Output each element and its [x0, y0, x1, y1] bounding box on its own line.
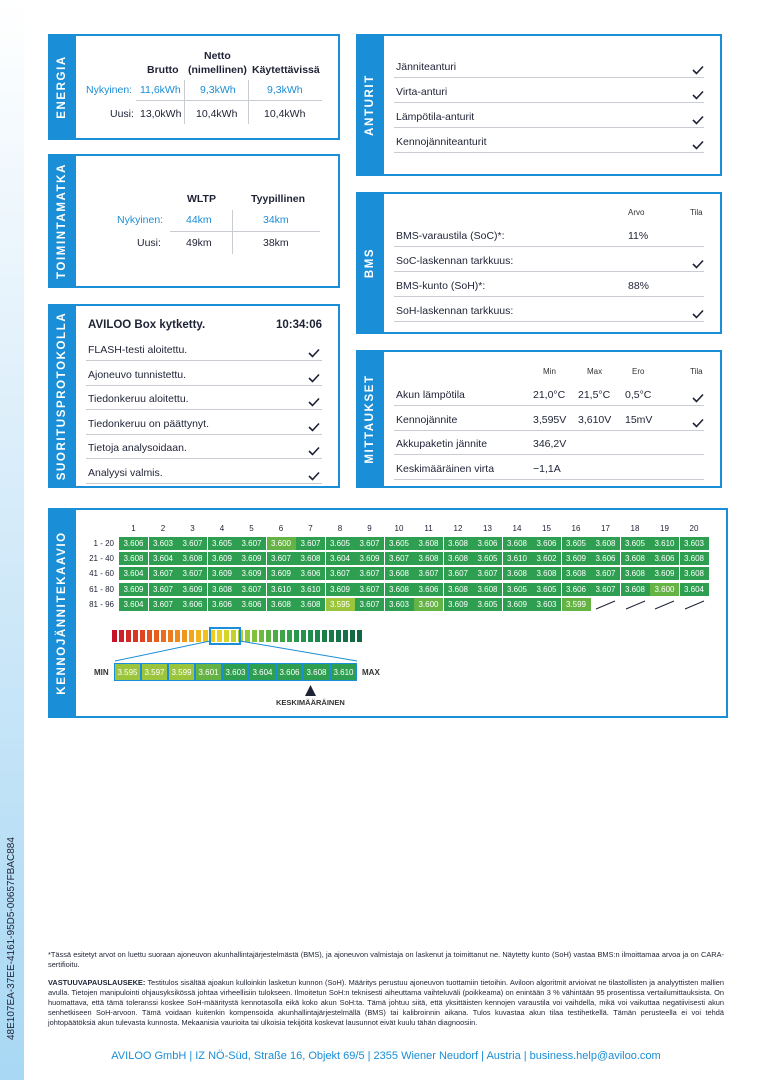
range-side-label: TOIMINTAMATKA [48, 156, 76, 286]
bms-row-value: 11% [628, 230, 649, 242]
cell-voltage: 3.595 [326, 598, 355, 611]
cell-voltage: 3.606 [178, 598, 207, 611]
protocol-time: 10:34:06 [276, 319, 323, 331]
cell-voltage: 3.600 [650, 583, 679, 596]
cell-voltage: 3.606 [414, 583, 443, 596]
cell-voltage: 3.608 [680, 567, 709, 580]
bms-col-value: Arvo [628, 208, 645, 217]
column-number: 8 [337, 524, 343, 533]
cell-voltage: 3.606 [208, 598, 237, 611]
check-icon [308, 443, 320, 453]
check-icon [692, 137, 704, 147]
scale-segment [315, 630, 320, 642]
row-range-label: 61 - 80 [89, 584, 114, 594]
measurements-col-diff: Ero [632, 367, 645, 376]
sensor-divider [394, 77, 704, 78]
scale-value: 3.599 [168, 663, 195, 681]
cell-voltage: 3.608 [621, 567, 650, 580]
cell-voltage: 3.603 [385, 598, 414, 611]
measurements-col-min: Min [543, 367, 556, 376]
check-icon [692, 306, 704, 316]
cell-voltage: 3.603 [149, 537, 178, 550]
column-number: 13 [483, 524, 492, 533]
cell-voltage: 3.606 [591, 552, 620, 565]
cell-voltage: 3.605 [385, 537, 414, 550]
cell-voltage: 3.608 [444, 583, 473, 596]
column-number: 10 [394, 524, 404, 533]
measurement-row-label: Keskimääräinen virta [396, 462, 495, 475]
cell-voltage: 3.608 [444, 552, 473, 565]
scale-segment [294, 630, 299, 642]
sensor-item-label: Jänniteanturi [396, 61, 457, 73]
cell-voltage: 3.609 [267, 567, 296, 580]
check-icon [692, 415, 704, 425]
cell-voltage: 3.600 [267, 537, 296, 550]
column-number: 7 [308, 524, 313, 533]
energy-current-netto: 9,3kWh [200, 84, 236, 96]
cell-voltage: 3.605 [473, 552, 502, 565]
scale-segment [357, 630, 362, 642]
sensor-divider [394, 127, 704, 128]
check-icon [692, 390, 704, 400]
cell-voltage: 3.608 [562, 567, 591, 580]
cell-voltage: 3.599 [562, 598, 591, 611]
cell-voltage: 3.608 [208, 583, 237, 596]
scale-segment [168, 630, 173, 642]
cell-voltage: 3.609 [208, 552, 237, 565]
scale-segment [140, 630, 145, 642]
protocol-divider [86, 458, 322, 459]
check-icon [692, 112, 704, 122]
check-icon [308, 419, 320, 429]
scale-segment [196, 630, 201, 642]
measurement-diff: 15mV [625, 413, 653, 426]
scale-segment [203, 630, 208, 642]
cell-voltage: 3.607 [178, 567, 207, 580]
disclaimer-title: VASTUUVAPAUSLAUSEKE: [48, 978, 146, 987]
cell-voltage: 3.608 [414, 537, 443, 550]
cell-voltage: 3.600 [414, 598, 443, 611]
column-number: 2 [160, 524, 166, 533]
measurement-divider [394, 479, 704, 480]
column-number: 19 [660, 524, 669, 533]
cell-voltage: 3.607 [326, 567, 355, 580]
check-icon [692, 256, 704, 266]
cell-voltage: 3.607 [414, 567, 443, 580]
scale-segment [308, 630, 313, 642]
scale-segment [154, 630, 159, 642]
scale-segment [147, 630, 152, 642]
scale-value: 3.610 [330, 663, 357, 681]
scale-segment [259, 630, 264, 642]
energy-new-usable: 10,4kWh [264, 108, 306, 120]
cell-voltage: 3.607 [473, 567, 502, 580]
cell-voltage: 3.607 [149, 598, 178, 611]
cell-voltage: 3.606 [532, 537, 561, 550]
cell-voltage: 3.608 [680, 552, 709, 565]
protocol-divider [86, 409, 322, 410]
measurement-row-label: Kennojännite [396, 413, 458, 426]
range-current-wltp: 44km [186, 214, 212, 226]
column-number: 14 [512, 524, 522, 533]
footnote-text: *Tässä esitetyt arvot on luettu suoraan ajoneuvon akunhallintajärjestelmästä (BMS), ja ajoneuvon valmistaja on laskenut ja toimittanut ne. Näytetty kunto (SoH) vastaa BMS:n ilmoittamaa arvoa ja on CARA-sertifioitu. [48, 950, 724, 969]
protocol-divider [86, 360, 322, 361]
scale-segment [336, 630, 341, 642]
measurement-min: 3,595V [533, 413, 567, 426]
cell-voltage: 3.609 [237, 552, 266, 565]
scale-segment [329, 630, 334, 642]
column-number: 11 [424, 524, 433, 533]
bms-row-label: BMS-varaustila (SoC)*: [396, 230, 505, 242]
bms-divider [394, 296, 704, 297]
cell-voltage: 3.607 [149, 583, 178, 596]
cell-voltage: 3.607 [591, 583, 620, 596]
cell-voltage: 3.604 [149, 552, 178, 565]
measurement-diff: 0,5°C [625, 389, 652, 401]
check-icon [308, 394, 320, 404]
range-new-label: Uusi: [137, 237, 161, 249]
scale-value: 3.603 [222, 663, 249, 681]
cell-voltage: 3.608 [296, 598, 325, 611]
cell-voltage: 3.604 [119, 598, 148, 611]
range-new-typical: 38km [263, 237, 289, 249]
cell-voltage: 3.607 [296, 537, 325, 550]
sensor-divider [394, 102, 704, 103]
scale-value: 3.597 [141, 663, 168, 681]
column-number: 5 [249, 524, 254, 533]
row-range-label: 21 - 40 [89, 554, 114, 564]
cells-side-label: KENNOJÄNNITEKAAVIO [48, 510, 76, 716]
protocol-item-label: Ajoneuvo tunnistettu. [88, 368, 187, 381]
protocol-divider [86, 385, 322, 386]
disclaimer-block [48, 978, 724, 1028]
energy-current-label: Nykyinen: [86, 84, 133, 96]
energy-side-label: ENERGIA [48, 36, 76, 138]
scale-highlight [209, 627, 241, 645]
scale-segment [350, 630, 355, 642]
bms-divider [394, 321, 704, 322]
bms-divider [394, 246, 704, 247]
cell-voltage: 3.605 [326, 537, 355, 550]
cell-voltage: 3.608 [444, 537, 473, 550]
scale-value: 3.606 [276, 663, 303, 681]
protocol-item-label: FLASH-testi aloitettu. [88, 344, 188, 356]
cell-voltage: 3.609 [503, 598, 532, 611]
cell-voltage: 3.605 [621, 537, 650, 550]
sensor-item-label: Lämpötila-anturit [396, 111, 475, 123]
bms-row-value: 88% [628, 280, 650, 292]
scale-value: 3.595 [114, 663, 141, 681]
vin-text: 48E107EA-37EE-4161-95D5-00657FBAC884 [6, 837, 17, 1040]
empty-cell-slash [621, 598, 650, 611]
sensors-side-label: ANTURIT [356, 36, 384, 174]
cell-voltage: 3.607 [385, 552, 414, 565]
cell-voltage: 3.609 [119, 583, 148, 596]
scale-segment [343, 630, 348, 642]
cell-voltage: 3.610 [296, 583, 325, 596]
cell-voltage: 3.607 [267, 552, 296, 565]
energy-new-netto: 10,4kWh [196, 108, 238, 120]
measurement-min: −1,1A [533, 462, 561, 475]
energy-col-netto-2: (nimellinen) [188, 64, 247, 76]
sensor-divider [394, 152, 704, 153]
range-new-wltp: 49km [186, 237, 212, 249]
cell-voltage: 3.609 [237, 567, 266, 580]
measurement-min: 21,0°C [533, 389, 566, 401]
bms-row-label: BMS-kunto (SoH)*: [396, 280, 486, 292]
sensors-card [356, 34, 722, 176]
cell-voltage: 3.608 [591, 537, 620, 550]
cell-voltage: 3.609 [178, 583, 207, 596]
cell-voltage: 3.604 [326, 552, 355, 565]
scale-segment [182, 630, 187, 642]
check-icon [308, 468, 320, 478]
empty-cell-slash [680, 598, 709, 611]
protocol-item-label: Tiedonkeruu aloitettu. [88, 393, 189, 405]
range-row-divider [170, 231, 320, 232]
scale-segment [245, 630, 250, 642]
row-range-label: 1 - 20 [93, 539, 114, 548]
energy-col-divider [248, 80, 249, 124]
cell-voltage: 3.606 [562, 583, 591, 596]
scale-max-label: MAX [362, 668, 380, 677]
column-number: 6 [278, 524, 284, 533]
cell-voltage: 3.608 [414, 552, 443, 565]
energy-new-label: Uusi: [110, 108, 134, 120]
measurement-max: 21,5°C [578, 389, 611, 401]
cell-voltage: 3.607 [178, 537, 207, 550]
measurement-divider [394, 405, 704, 406]
scale-segment [126, 630, 131, 642]
cell-voltage: 3.603 [532, 598, 561, 611]
cell-voltage: 3.607 [355, 537, 384, 550]
energy-col-divider [184, 80, 185, 124]
cell-voltage: 3.609 [326, 583, 355, 596]
cell-voltage: 3.606 [296, 567, 325, 580]
scale-segment [322, 630, 327, 642]
protocol-header: AVILOO Box kytketty. [88, 319, 206, 331]
energy-col-brutto: Brutto [147, 64, 179, 76]
cell-voltage: 3.607 [355, 567, 384, 580]
energy-col-netto-1: Netto [204, 50, 231, 62]
cell-voltage: 3.610 [267, 583, 296, 596]
cell-voltage: 3.604 [119, 567, 148, 580]
column-number: 18 [630, 524, 640, 533]
cell-voltage: 3.608 [503, 537, 532, 550]
energy-current-usable: 9,3kWh [267, 84, 303, 96]
bms-col-state: Tila [690, 208, 703, 217]
cell-voltage: 3.605 [208, 537, 237, 550]
cell-voltage: 3.610 [503, 552, 532, 565]
column-number: 3 [190, 524, 195, 533]
cell-voltage: 3.608 [178, 552, 207, 565]
protocol-divider [86, 483, 322, 484]
cell-voltage: 3.607 [444, 567, 473, 580]
cell-voltage: 3.609 [650, 567, 679, 580]
measurement-min: 346,2V [533, 438, 567, 450]
cell-voltage: 3.608 [296, 552, 325, 565]
column-number: 9 [367, 524, 372, 533]
cell-voltage: 3.607 [355, 583, 384, 596]
scale-value: 3.608 [303, 663, 330, 681]
range-current-label: Nykyinen: [117, 214, 164, 226]
row-range-label: 41 - 60 [89, 569, 114, 579]
column-number: 17 [601, 524, 610, 533]
bms-divider [394, 271, 704, 272]
protocol-divider [86, 434, 322, 435]
check-icon [692, 62, 704, 72]
bms-side-label: BMS [356, 194, 384, 332]
empty-cell-slash [591, 598, 620, 611]
row-range-label: 81 - 96 [89, 599, 114, 609]
range-current-typical: 34km [263, 214, 289, 226]
empty-cell-slash [650, 598, 679, 611]
measurements-side-label: MITTAUKSET [356, 352, 384, 486]
bms-row-label: SoC-laskennan tarkkuus: [396, 255, 514, 267]
protocol-item-label: Analyysi valmis. [88, 466, 163, 479]
cell-voltage: 3.608 [119, 552, 148, 565]
measurement-max: 3,610V [578, 413, 612, 426]
cell-voltage: 3.607 [237, 537, 266, 550]
cell-voltage: 3.608 [532, 567, 561, 580]
range-col-typical: Tyypillinen [251, 193, 306, 205]
measurements-col-state: Tila [690, 367, 703, 376]
cell-voltage: 3.607 [149, 567, 178, 580]
disclaimer-text: Testitulos sisältää ajoakun kulloinkin lasketun kunnon (SoH). Määritys perustuu ajoneuvon tuottamiin tietoihin. Aviloon algoritmit arvioivat ne tilastollisten ja analyyttisten mallien avulla. Tietojen manipulointi ohjausyksikössä johtaa virheellisiin tulokseen. Ilmoitetun SoH:n teknisesti aiheuttama vaihteluväli (poikkeama) on enintään 3 % vähintään 95 prosentissa vertailumittauksista. On huomattava, että tämä toleranssi koskee SoH-määritystä kennotasolla eikä koko akun SoH:ta. Tämä johtuu siitä, että yksittäisten kennojen varaustila voi vaihdella, mikä voi vaikuttaa negatiivisesti akun senhetkiseen SoH-arvoon. Tämä voidaan kuitenkin kompensoida akunhallintajärjestelmällä (BMS) tai kalibroinnin aikana. Tulos kuvastaa akun tilaa testihetkellä. Tämän perusteella ei voi tehdä johtopäätöksiä akun tulevasta kunnosta. Mekaanisia vaurioita tai ulkoisia tekijöitä koskevat lausunnot eivät kuulu tähän diagnoosiin. [48, 978, 725, 1027]
range-col-divider [232, 210, 233, 254]
cell-voltage: 3.605 [473, 598, 502, 611]
cell-voltage: 3.609 [562, 552, 591, 565]
energy-col-usable: Käytettävissä [252, 64, 320, 76]
protocol-item-label: Tietoja analysoidaan. [88, 442, 187, 454]
cell-voltage: 3.608 [621, 552, 650, 565]
scale-segment [266, 630, 271, 642]
column-number: 15 [542, 524, 551, 533]
cell-voltage: 3.606 [119, 537, 148, 550]
scale-segment [119, 630, 124, 642]
measurements-col-max: Max [587, 367, 603, 376]
check-icon [692, 87, 704, 97]
energy-new-brutto: 13,0kWh [140, 108, 182, 120]
sensor-item-label: Virta-anturi [396, 86, 448, 98]
cell-voltage: 3.602 [532, 552, 561, 565]
measurement-row-label: Akkupaketin jännite [396, 438, 488, 450]
measurement-divider [394, 454, 704, 455]
energy-row-divider [136, 100, 322, 101]
cell-voltage: 3.608 [385, 583, 414, 596]
energy-current-brutto: 11,6kWh [140, 84, 181, 96]
footer-address: AVILOO GmbH | IZ NÖ-Süd, Straße 16, Objekt 69/5 | 2355 Wiener Neudorf | Austria | business.help@aviloo.com [111, 1050, 661, 1062]
column-number: 20 [689, 524, 699, 533]
cell-voltage: 3.608 [385, 567, 414, 580]
cell-voltage: 3.604 [680, 583, 709, 596]
cell-voltage: 3.605 [532, 583, 561, 596]
cell-voltage: 3.608 [621, 583, 650, 596]
cell-voltage: 3.609 [355, 552, 384, 565]
check-icon [308, 345, 320, 355]
range-col-wltp: WLTP [187, 193, 216, 205]
scale-value: 3.601 [195, 663, 222, 681]
scale-segment [301, 630, 306, 642]
column-number: 1 [131, 524, 136, 533]
protocol-side-label: SUORITUSPROTOKOLLA [48, 306, 76, 486]
measurement-row-label: Akun lämpötila [396, 389, 465, 401]
scale-segment [280, 630, 285, 642]
scale-min-label: MIN [94, 668, 109, 677]
cell-voltage: 3.608 [503, 567, 532, 580]
scale-value: 3.604 [249, 663, 276, 681]
cell-voltage: 3.606 [650, 552, 679, 565]
scale-segment [189, 630, 194, 642]
cell-voltage: 3.605 [503, 583, 532, 596]
average-label: KESKIMÄÄRÄINEN [276, 698, 345, 707]
cell-voltage: 3.605 [562, 537, 591, 550]
column-number: 16 [571, 524, 581, 533]
scale-segment [133, 630, 138, 642]
cell-voltage: 3.607 [591, 567, 620, 580]
protocol-item-label: Tiedonkeruu on päättynyt. [88, 417, 210, 430]
scale-segment [112, 630, 117, 642]
cell-voltage: 3.603 [680, 537, 709, 550]
cell-voltage: 3.608 [267, 598, 296, 611]
column-number: 4 [219, 524, 225, 533]
scale-segment [175, 630, 180, 642]
cell-voltage: 3.606 [237, 598, 266, 611]
scale-segment [287, 630, 292, 642]
cell-voltage: 3.607 [237, 583, 266, 596]
check-icon [308, 370, 320, 380]
column-number: 12 [453, 524, 463, 533]
scale-segment [252, 630, 257, 642]
cell-voltage: 3.608 [473, 583, 502, 596]
scale-segment [273, 630, 278, 642]
bms-row-label: SoH-laskennan tarkkuus: [396, 305, 514, 317]
sensor-item-label: Kennojänniteanturit [396, 136, 487, 148]
cell-voltage: 3.610 [650, 537, 679, 550]
cell-voltage: 3.606 [473, 537, 502, 550]
cell-voltage: 3.609 [208, 567, 237, 580]
cell-voltage: 3.609 [444, 598, 473, 611]
scale-segment [161, 630, 166, 642]
cell-voltage: 3.607 [355, 598, 384, 611]
measurement-divider [394, 430, 704, 431]
